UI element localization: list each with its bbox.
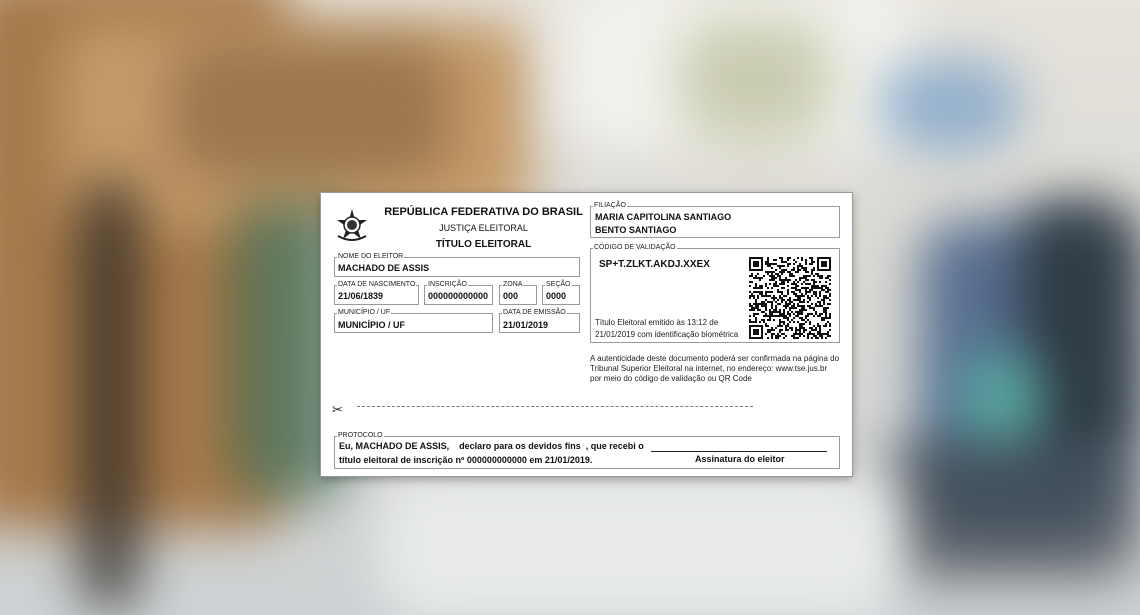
issued-info-line-1: Título Eleitoral emitido às 13:12 de: [595, 318, 719, 327]
authenticity-line-2: Tribunal Superior Eleitoral na internet, no endereço: www.tse.jus.br: [590, 364, 828, 373]
zone-label: ZONA: [503, 281, 523, 288]
section-value: 0000: [546, 291, 567, 301]
registration-label: INSCRIÇÃO: [428, 281, 467, 288]
issue-date-value: 21/01/2019: [503, 320, 549, 330]
voter-name-value: MACHADO DE ASSIS: [338, 263, 430, 273]
registration-value: 000000000000: [428, 291, 489, 301]
city-value: MUNICÍPIO / UF: [338, 320, 405, 330]
birth-date-value: 21/06/1839: [338, 291, 384, 301]
scissors-icon: ✂: [332, 402, 343, 417]
signature-line: [651, 451, 827, 452]
authenticity-line-1: A autenticidade deste documento poderá ser confirmada na página do: [590, 354, 840, 363]
voter-name-label: NOME DO ELEITOR: [338, 253, 404, 260]
protocol-label: PROTOCOLO: [338, 432, 383, 439]
city-label: MUNICÍPIO / UF: [338, 309, 391, 316]
filiation-label: FILIAÇÃO: [594, 202, 626, 209]
voter-title-document: [321, 193, 852, 476]
republic-heading: REPÚBLICA FEDERATIVA DO BRASIL: [384, 206, 583, 218]
authenticity-line-3: por meio do código de validação ou QR Code: [590, 374, 752, 383]
filiation-parent-1: MARIA CAPITOLINA SANTIAGO: [595, 212, 732, 222]
issued-info-line-2: 21/01/2019 com identificação biométrica: [595, 330, 739, 339]
protocol-line-2: título eleitoral de inscrição nº 000000000000 em 21/01/2019.: [339, 455, 593, 465]
issue-date-label: DATA DE EMISSÃO: [503, 309, 566, 316]
protocol-line-1: Eu, MACHADO DE ASSIS, declaro para os devidos fins , que recebi o: [339, 441, 644, 451]
qr-code-icon[interactable]: [749, 257, 831, 339]
signature-caption: Assinatura do eleitor: [695, 454, 785, 464]
section-label: SEÇÃO: [546, 281, 571, 288]
filiation-parent-2: BENTO SANTIAGO: [595, 225, 677, 235]
document-title: TÍTULO ELEITORAL: [435, 239, 532, 250]
validation-code: SP+T.ZLKT.AKDJ.XXEX: [599, 259, 710, 270]
validation-label: CÓDIGO DE VALIDAÇÃO: [594, 244, 676, 251]
zone-value: 000: [503, 291, 519, 301]
cut-line: [357, 406, 753, 407]
court-heading: JUSTIÇA ELEITORAL: [439, 223, 528, 233]
birth-date-label: DATA DE NASCIMENTO: [338, 281, 416, 288]
brazil-coat-of-arms-icon: [334, 208, 370, 244]
